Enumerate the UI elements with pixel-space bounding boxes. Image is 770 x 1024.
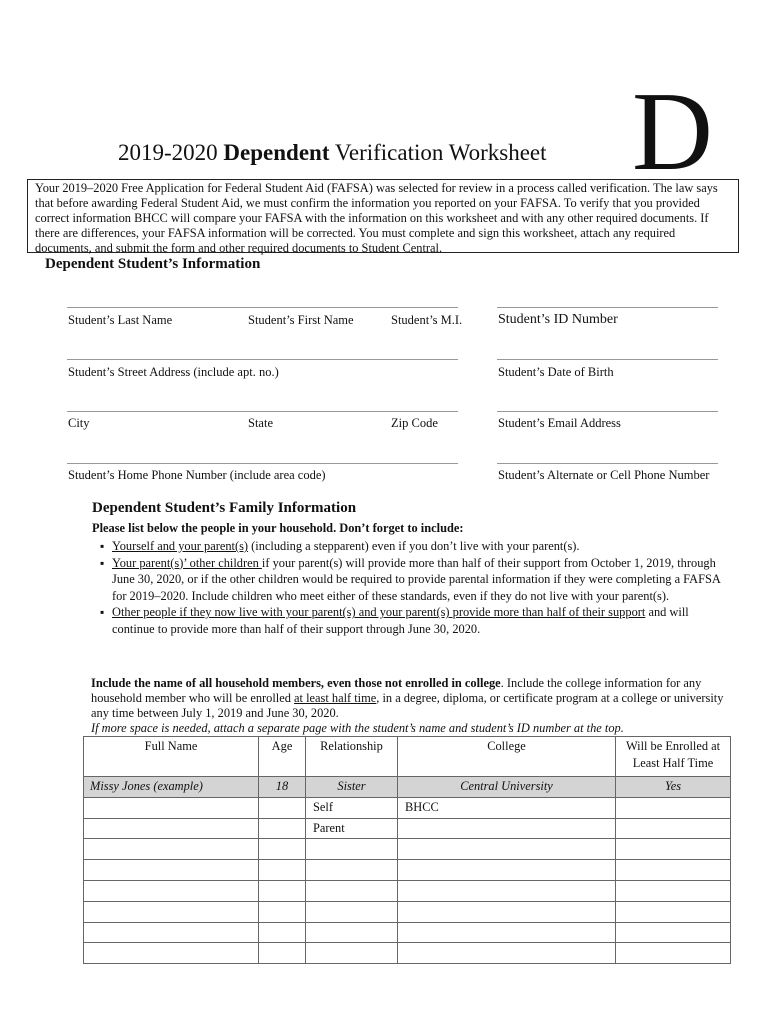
table-row xyxy=(84,797,731,818)
mi-label: Student’s M.I. xyxy=(391,313,463,327)
name-cell[interactable] xyxy=(84,922,259,943)
example-row xyxy=(84,777,731,798)
col-age: Age xyxy=(259,737,306,777)
list-item: ▪ Your parent(s)’ other children if your parent(s) will provide more than half of their support from October 1, 2019, through June 30, 2020, or if the other children would be required to provide parental information if they were completing a FAFSA for 2019–2020. Include children who meet either of these standards, even if they do not live with your parent(s). xyxy=(100,555,725,605)
relationship-cell[interactable] xyxy=(306,922,398,943)
student-info-heading: Dependent Student’s Information xyxy=(45,256,261,272)
college-cell: BHCC xyxy=(398,797,616,818)
name-cell[interactable] xyxy=(84,797,259,818)
name-cell[interactable] xyxy=(84,818,259,839)
age-cell[interactable] xyxy=(259,860,306,881)
name-cell[interactable] xyxy=(84,901,259,922)
name-cell[interactable] xyxy=(84,839,259,860)
alt-phone-label: Student’s Alternate or Cell Phone Number xyxy=(498,468,710,482)
age-cell[interactable] xyxy=(259,818,306,839)
col-relationship: Relationship xyxy=(306,737,398,777)
age-cell[interactable] xyxy=(259,880,306,901)
relationship-cell[interactable] xyxy=(306,943,398,964)
id-line[interactable] xyxy=(497,307,718,308)
example-name: Missy Jones (example) xyxy=(84,777,259,798)
zip-label: Zip Code xyxy=(391,416,438,430)
example-age: 18 xyxy=(259,777,306,798)
home-phone-label: Student’s Home Phone Number (include area code) xyxy=(68,468,326,482)
intro-box: Your 2019–2020 Free Application for Federal Student Aid (FAFSA) was selected for review in a process called verification. The law says that before awarding Federal Student Aid, we must confirm the information you reported on your FAFSA. To verify that you provided correct information BHCC will compare your FAFSA with the information on this worksheet and with any other required documents. If there are differences, your FAFSA information will be corrected. You must complete and sign this worksheet, attach any required documents, and submit the form and other required documents to Student Central. xyxy=(27,179,739,253)
household-instruction: Please list below the people in your household. Don’t forget to include: xyxy=(92,521,464,535)
relationship-cell[interactable] xyxy=(306,839,398,860)
enrolled-cell[interactable] xyxy=(616,901,731,922)
example-college: Central University xyxy=(398,777,616,798)
enrolled-cell[interactable] xyxy=(616,880,731,901)
col-college: College xyxy=(398,737,616,777)
dob-label: Student’s Date of Birth xyxy=(498,365,614,379)
alt-phone-line[interactable] xyxy=(497,463,718,464)
table-header-row xyxy=(84,737,731,777)
last-name-label: Student’s Last Name xyxy=(68,313,173,327)
relationship-cell: Parent xyxy=(306,818,398,839)
list-item: ▪ Other people if they now live with your parent(s) and your parent(s) provide more than half of their support and will continue to provide more than half of their support through June 30, 2020. xyxy=(100,604,725,637)
college-cell[interactable] xyxy=(398,880,616,901)
relationship-cell[interactable] xyxy=(306,860,398,881)
state-label: State xyxy=(248,416,273,430)
family-info-heading: Dependent Student’s Family Information xyxy=(92,500,357,516)
age-cell[interactable] xyxy=(259,922,306,943)
example-relationship: Sister xyxy=(306,777,398,798)
city-label: City xyxy=(68,416,90,430)
col-full-name: Full Name xyxy=(84,737,259,777)
enrolled-cell[interactable] xyxy=(616,860,731,881)
email-label: Student’s Email Address xyxy=(498,416,621,430)
form-letter: D xyxy=(632,70,713,194)
street-line[interactable] xyxy=(67,359,458,360)
home-phone-line[interactable] xyxy=(67,463,458,464)
name-cell[interactable] xyxy=(84,880,259,901)
dob-line[interactable] xyxy=(497,359,718,360)
table-row xyxy=(84,922,731,943)
enrolled-cell[interactable] xyxy=(616,797,731,818)
college-cell[interactable] xyxy=(398,943,616,964)
household-bullets xyxy=(100,538,725,638)
relationship-cell: Self xyxy=(306,797,398,818)
table-row xyxy=(84,943,731,964)
id-number-label: Student’s ID Number xyxy=(498,312,618,327)
city-state-zip-line[interactable] xyxy=(67,411,458,412)
name-line[interactable] xyxy=(67,307,458,308)
col-enrolled: Will be Enrolled at Least Half Time xyxy=(616,737,731,777)
email-line[interactable] xyxy=(497,411,718,412)
street-label: Student’s Street Address (include apt. no.) xyxy=(68,365,279,379)
first-name-label: Student’s First Name xyxy=(248,313,354,327)
age-cell[interactable] xyxy=(259,797,306,818)
relationship-cell[interactable] xyxy=(306,901,398,922)
college-cell[interactable] xyxy=(398,922,616,943)
table-row xyxy=(84,880,731,901)
name-cell[interactable] xyxy=(84,860,259,881)
table-row xyxy=(84,860,731,881)
enrolled-cell[interactable] xyxy=(616,839,731,860)
include-paragraph: Include the name of all household members, even those not enrolled in college. Include the college information for any household member who will be enrolled at least half time, in a degree, diploma, or certificate program at a college or university any time between July 1, 2019 and June 30, 2020. If more space is needed, attach a separate page with the student’s name and student’s ID number at the top. xyxy=(91,676,724,735)
table-row xyxy=(84,839,731,860)
college-cell[interactable] xyxy=(398,839,616,860)
example-enrolled: Yes xyxy=(616,777,731,798)
enrolled-cell[interactable] xyxy=(616,818,731,839)
college-cell[interactable] xyxy=(398,860,616,881)
enrolled-cell[interactable] xyxy=(616,922,731,943)
table-row xyxy=(84,818,731,839)
name-cell[interactable] xyxy=(84,943,259,964)
college-cell[interactable] xyxy=(398,901,616,922)
college-cell[interactable] xyxy=(398,818,616,839)
age-cell[interactable] xyxy=(259,839,306,860)
page-title: 2019-2020 Dependent Verification Worksheet xyxy=(118,140,547,165)
age-cell[interactable] xyxy=(259,943,306,964)
household-table xyxy=(83,736,731,964)
relationship-cell[interactable] xyxy=(306,880,398,901)
enrolled-cell[interactable] xyxy=(616,943,731,964)
age-cell[interactable] xyxy=(259,901,306,922)
list-item: ▪ Yourself and your parent(s) (including a stepparent) even if you don’t live with your parent(s). xyxy=(100,538,725,555)
table-row xyxy=(84,901,731,922)
